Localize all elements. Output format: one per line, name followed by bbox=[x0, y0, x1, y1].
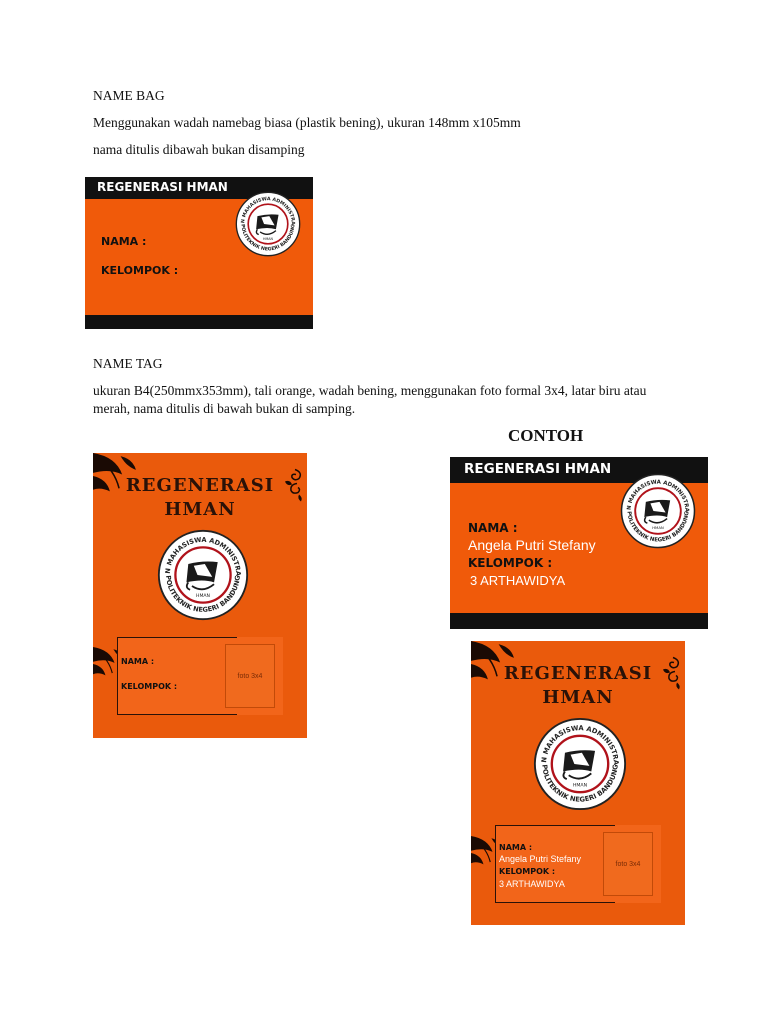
bag-group-label: KELOMPOK : bbox=[101, 264, 179, 277]
tag-name-label: NAMA : bbox=[499, 843, 533, 852]
bag-group-value: 3 ARTHAWIDYA bbox=[470, 573, 566, 588]
name-tag-example bbox=[471, 641, 685, 925]
bag-bottom-bar bbox=[85, 315, 313, 329]
bag-group-label: KELOMPOK : bbox=[468, 556, 553, 570]
tag-info-box bbox=[495, 825, 661, 903]
bag-name-label: NAMA : bbox=[101, 235, 147, 248]
info-line-left bbox=[495, 825, 496, 903]
hman-logo bbox=[620, 473, 696, 549]
name-tag-note: merah, nama ditulis di bawah bukan di samping. bbox=[93, 401, 356, 416]
tag-group-value: 3 ARTHAWIDYA bbox=[499, 879, 565, 889]
hman-logo bbox=[235, 191, 301, 257]
info-line-bottom bbox=[117, 714, 237, 715]
info-line-top bbox=[117, 637, 237, 638]
name-tag-description: ukuran B4(250mmx353mm), tali orange, wadah bening, menggunakan foto formal 3x4, latar biru atau bbox=[93, 383, 647, 398]
tag-title-line-2: HMAN bbox=[164, 499, 236, 520]
name-bag-note: nama ditulis dibawah bukan disamping bbox=[93, 142, 305, 157]
bag-bottom-bar bbox=[450, 613, 708, 629]
bag-title: REGENERASI HMAN bbox=[464, 461, 612, 477]
info-line-left bbox=[117, 637, 118, 715]
tag-title-line-2: HMAN bbox=[542, 687, 614, 708]
name-tag-template bbox=[93, 453, 307, 738]
name-bag-template bbox=[85, 177, 313, 329]
tag-name-label: NAMA : bbox=[121, 657, 155, 666]
bag-title: REGENERASI HMAN bbox=[97, 180, 228, 194]
bag-name-value: Angela Putri Stefany bbox=[468, 537, 596, 553]
example-heading: CONTOH bbox=[508, 426, 584, 445]
photo-placeholder: foto 3x4 bbox=[225, 644, 275, 708]
name-bag-example bbox=[450, 457, 708, 629]
tag-group-label: KELOMPOK : bbox=[121, 682, 178, 691]
name-bag-description: Menggunakan wadah namebag biasa (plastik bening), ukuran 148mm x105mm bbox=[93, 115, 521, 130]
info-line-top bbox=[495, 825, 615, 826]
info-line-bottom bbox=[495, 902, 615, 903]
tag-group-label: KELOMPOK : bbox=[499, 867, 556, 876]
hman-logo bbox=[157, 529, 249, 621]
hman-logo bbox=[533, 717, 627, 811]
name-bag-heading: NAME BAG bbox=[93, 88, 165, 103]
bag-name-label: NAMA : bbox=[468, 521, 518, 535]
tag-info-box bbox=[117, 637, 283, 715]
tag-title-line-1: REGENERASI bbox=[503, 663, 653, 684]
name-tag-heading: NAME TAG bbox=[93, 356, 163, 371]
tag-name-value: Angela Putri Stefany bbox=[499, 854, 582, 864]
photo-placeholder: foto 3x4 bbox=[603, 832, 653, 896]
tag-title-line-1: REGENERASI bbox=[125, 475, 275, 496]
